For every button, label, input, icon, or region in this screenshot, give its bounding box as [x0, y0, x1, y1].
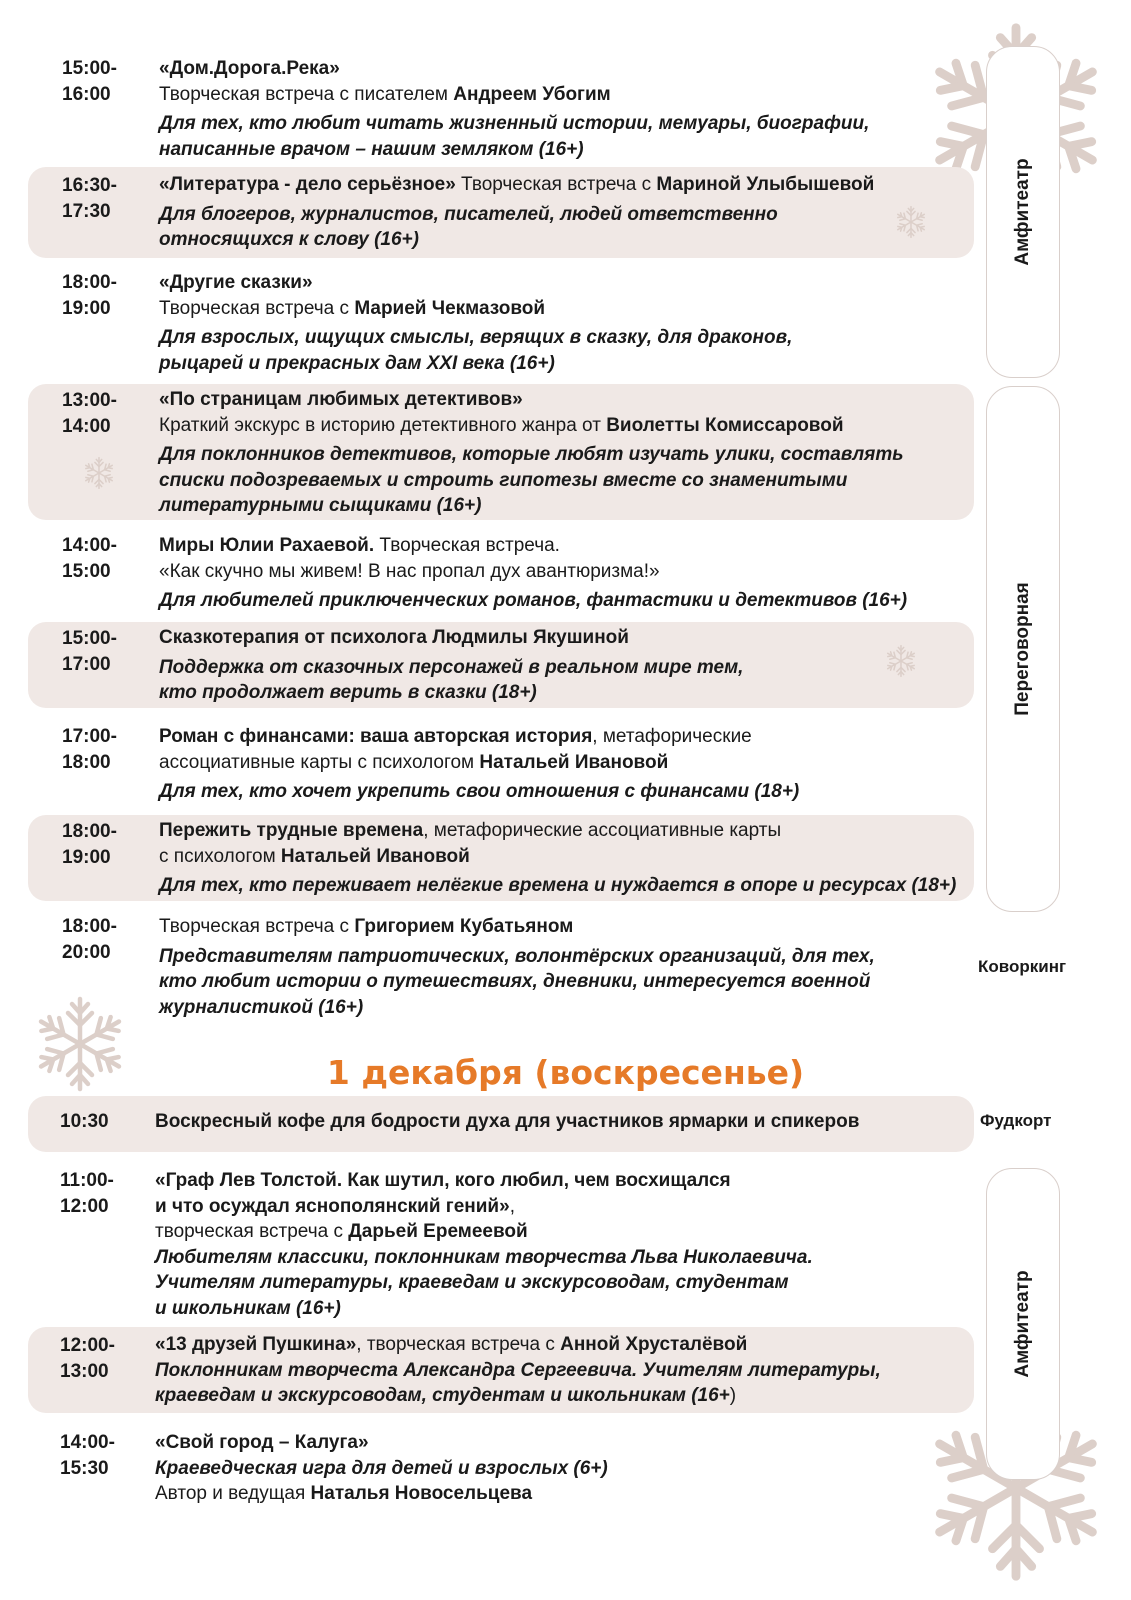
text-segment: Для тех, кто хочет укрепить свои отношения с финансами (18+) [159, 781, 800, 802]
venue-label: Амфитеатр [1012, 1270, 1033, 1378]
text-segment: Краеведческая игра для детей и взрослых (6+) [155, 1457, 608, 1479]
venue-amphitheatre-1 [986, 46, 1060, 378]
description-line [155, 1296, 968, 1322]
text-segment: , метафорические ассоциативные карты [423, 820, 782, 841]
event-time: 15:00- 16:00 [62, 58, 117, 105]
event-row [28, 1168, 974, 1324]
text-segment: Григорием Кубатьяном [354, 916, 574, 937]
text-segment: «Как скучно мы живем! В нас пропал дух авантюризма!» [159, 560, 660, 582]
text-segment: Для поклонников детективов, которые любят изучать улики, составлять [159, 444, 904, 465]
event-row-shaded [28, 167, 974, 258]
text-segment: Для тех, кто переживает нелёгкие времена и нуждается в опоре и ресурсах (18+) [159, 875, 957, 896]
text-segment: Творческая встреча с [159, 916, 355, 937]
text-segment: Виолетты Комиссаровой [606, 414, 844, 436]
text-segment: Пережить трудные времена [159, 820, 424, 841]
event-row-shaded [28, 1327, 974, 1413]
description-line [159, 724, 968, 750]
description-line [159, 227, 968, 253]
description-line [159, 559, 968, 585]
event-time: 11:00- 12:00 [60, 1170, 114, 1217]
event-description [159, 172, 968, 253]
text-segment: Натальей Ивановой [479, 751, 669, 773]
event-description [159, 625, 968, 706]
description-line [159, 202, 968, 228]
description-line [155, 1219, 968, 1245]
event-row-shaded [28, 384, 974, 520]
venue-label: Переговорная [1012, 582, 1033, 716]
event-description [159, 818, 968, 899]
description-line [159, 818, 968, 844]
text-segment: ассоциативные карты с психологом [159, 751, 480, 773]
description-line [159, 680, 968, 706]
description-line [159, 944, 968, 970]
event-row [28, 1430, 974, 1514]
text-segment: Краткий экскурс в историю детективного жанра от [159, 414, 607, 436]
event-row-shaded [28, 622, 974, 708]
text-segment: Творческая встреча с [455, 174, 657, 195]
text-segment: Творческая встреча с писателем [159, 83, 454, 105]
text-segment: и школьникам (16+) [155, 1297, 341, 1319]
text-segment: Для любителей приключенческих романов, фантастики и детективов (16+) [159, 590, 908, 611]
description-line [159, 750, 968, 776]
text-segment: Марией Чекмазовой [354, 297, 546, 319]
text-segment: «Другие сказки» [159, 272, 313, 293]
text-segment: кто любит истории о путешествиях, дневники, интересуется военной [159, 971, 871, 992]
day-heading: 1 декабря (воскресенье) [326, 1053, 805, 1092]
description-line [159, 270, 968, 296]
snowflake-small-icon [82, 456, 116, 490]
event-time: 18:00- 19:00 [62, 821, 117, 868]
description-line [159, 468, 968, 494]
description-line [159, 969, 968, 995]
text-segment: краеведам и экскурсоводам, студентам и школьникам (16+ [155, 1385, 730, 1406]
text-segment: Автор и ведущая [155, 1483, 311, 1504]
description-line [159, 111, 968, 137]
description-line [159, 588, 968, 614]
text-segment: Миры Юлии Рахаевой. [159, 535, 375, 556]
text-segment: Для блогеров, журналистов, писателей, людей ответственно [159, 203, 778, 225]
event-description [159, 387, 968, 519]
event-row [28, 533, 974, 617]
text-segment: «По страницам любимых детективов» [159, 389, 523, 410]
description-line [159, 873, 968, 899]
description-line [159, 413, 968, 439]
venue-meeting-room [986, 386, 1060, 912]
description-line [155, 1194, 968, 1220]
description-line [159, 82, 968, 108]
text-segment: Наталья Новосельцева [310, 1483, 533, 1504]
text-segment: Творческая встреча. [374, 535, 560, 556]
text-segment: написанные врачом – нашим земляком (16+) [159, 138, 584, 160]
event-time: 18:00- 19:00 [62, 272, 117, 319]
text-segment: «Граф Лев Толстой. Как шутил, кого любил, чем восхищался [155, 1170, 731, 1191]
venue-coworking: Коворкинг [978, 957, 1067, 976]
description-line [159, 625, 968, 651]
text-segment: кто продолжает верить в сказки (18+) [159, 682, 537, 703]
text-segment: Роман с финансами: ваша авторская история [159, 726, 593, 747]
description-line [155, 1430, 968, 1456]
venue-foodcourt: Фудкорт [980, 1111, 1052, 1130]
text-segment: «Свой город – Калуга» [155, 1432, 369, 1453]
description-line [155, 1332, 968, 1358]
text-segment: Поклонникам творчеста Александра Сергеевича. Учителям литературы, [155, 1359, 881, 1381]
text-segment: литературными сыщиками (16+) [159, 495, 482, 516]
text-segment: , [509, 1195, 515, 1217]
event-row [28, 56, 974, 164]
description-line [159, 296, 968, 322]
text-segment: творческая встреча с [155, 1221, 349, 1242]
description-line [159, 172, 968, 198]
event-time: 14:00- 15:00 [62, 535, 117, 582]
event-description [159, 56, 968, 162]
event-description [159, 914, 968, 1020]
description-line [159, 533, 968, 559]
event-description [159, 270, 968, 376]
description-line [155, 1245, 968, 1271]
description-line [155, 1456, 968, 1482]
text-segment: с психологом [159, 845, 281, 867]
event-description [155, 1430, 968, 1507]
description-line [159, 844, 968, 870]
text-segment: , метафорические [592, 726, 752, 747]
description-line [155, 1109, 968, 1135]
event-description [159, 724, 968, 805]
event-time: 18:00- 20:00 [62, 916, 117, 963]
text-segment: относящихся к слову (16+) [159, 229, 419, 250]
text-segment: Поддержка от сказочных персонажей в реальном мире тем, [159, 656, 744, 678]
event-row-shaded [28, 1096, 974, 1152]
description-line [159, 655, 968, 681]
text-segment: Любителям классики, поклонникам творчества Льва Николаевича. [155, 1246, 813, 1268]
description-line [155, 1270, 968, 1296]
event-time: 13:00- 14:00 [62, 390, 117, 437]
text-segment: Воскресный кофе для бодрости духа для участников ярмарки и спикеров [155, 1111, 860, 1132]
text-segment: «Литература - дело серьёзное» [159, 174, 456, 195]
event-time: 16:30- 17:30 [62, 175, 117, 222]
description-line [155, 1168, 968, 1194]
event-time: 15:00- 17:00 [62, 628, 117, 675]
description-line [159, 351, 968, 377]
text-segment: , творческая встреча с [356, 1334, 561, 1355]
text-segment: Для взрослых, ищущих смыслы, верящих в сказку, для драконов, [159, 327, 793, 348]
description-line [159, 995, 968, 1021]
text-segment: ) [729, 1385, 737, 1406]
event-time: 17:00- 18:00 [62, 726, 117, 773]
text-segment: «Дом.Дорога.Река» [159, 58, 340, 79]
text-segment: Дарьей Еремеевой [348, 1221, 528, 1242]
description-line [159, 137, 968, 163]
event-time: 12:00- 13:00 [60, 1335, 115, 1382]
description-line [159, 442, 968, 468]
text-segment: Андреем Убогим [453, 83, 611, 105]
description-line [155, 1383, 968, 1409]
text-segment: Сказкотерапия от психолога Людмилы Якушиной [159, 627, 629, 648]
event-row [28, 724, 974, 810]
event-description [155, 1332, 968, 1409]
event-description [155, 1168, 968, 1321]
event-description [155, 1109, 968, 1135]
description-line [155, 1358, 968, 1384]
text-segment: рыцарей и прекрасных дам XXI века (16+) [159, 352, 555, 374]
venue-amphitheatre-2 [986, 1168, 1060, 1480]
text-segment: журналистикой (16+) [159, 996, 364, 1018]
description-line [159, 387, 968, 413]
event-time: 10:30 [60, 1111, 109, 1132]
text-segment: Учителям литературы, краеведам и экскурсоводам, студентам [155, 1272, 789, 1293]
description-line [159, 779, 968, 805]
description-line [159, 493, 968, 519]
text-segment: Представителям патриотических, волонтёрских организаций, для тех, [159, 945, 875, 967]
event-description [159, 533, 968, 614]
venue-label: Амфитеатр [1012, 158, 1033, 266]
text-segment: и что осуждал яснополянский гений» [155, 1195, 510, 1217]
text-segment: Натальей Ивановой [280, 845, 470, 867]
event-row [28, 270, 974, 378]
text-segment: Мариной Улыбышевой [656, 174, 875, 195]
text-segment: «13 друзей Пушкина» [155, 1334, 357, 1355]
description-line [159, 56, 968, 82]
event-time: 14:00- 15:30 [60, 1432, 115, 1479]
description-line [155, 1481, 968, 1507]
description-line [159, 325, 968, 351]
event-row-shaded [28, 815, 974, 901]
event-row [28, 914, 974, 1022]
text-segment: Творческая встреча с [159, 297, 355, 319]
text-segment: списки подозреваемых и строить гипотезы вместе со знаменитыми [159, 469, 848, 491]
text-segment: Для тех, кто любит читать жизненный истории, мемуары, биографии, [159, 113, 870, 134]
description-line [159, 914, 968, 940]
text-segment: Анной Хрусталёвой [560, 1334, 748, 1355]
